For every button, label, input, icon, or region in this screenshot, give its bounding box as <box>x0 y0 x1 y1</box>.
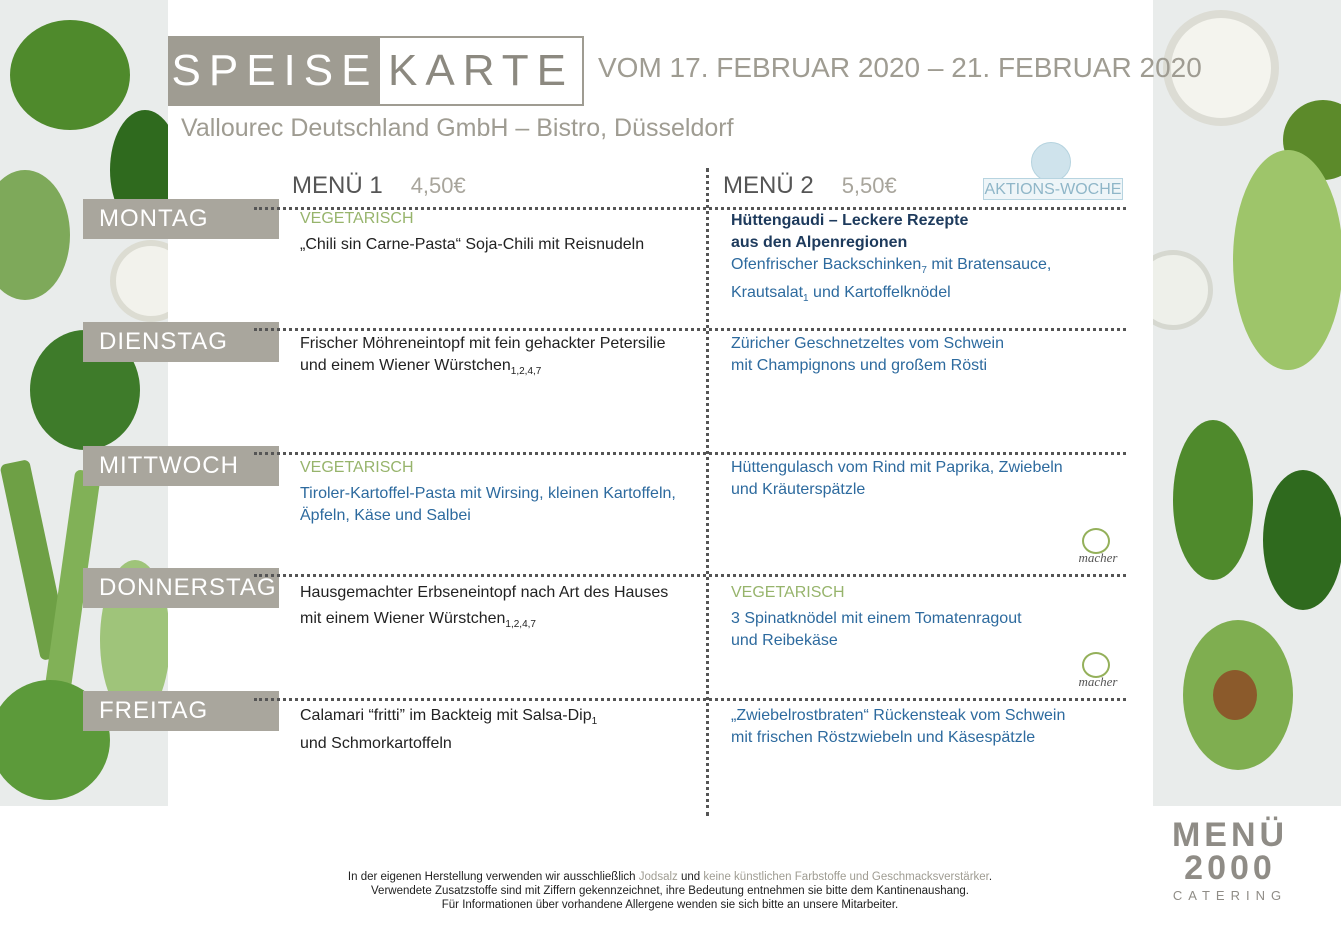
veg-tag: VEGETARISCH <box>300 210 414 227</box>
dienstag-menu1 <box>300 333 690 383</box>
aktion-logo-icon <box>1031 142 1071 182</box>
column-divider <box>706 168 709 816</box>
dish-text: Äpfeln, Käse und Salbei <box>300 507 471 524</box>
jodsalz-highlight: Jodsalz <box>638 871 678 883</box>
dish-text: Ofenfrischer Backschinken <box>731 256 922 273</box>
dish-text: Hausgemachter Erbseneintopf nach Art des Hauses <box>300 584 669 601</box>
menu2-label: MENÜ 2 <box>723 172 814 199</box>
row-divider <box>254 328 1126 331</box>
donnerstag-menu2 <box>731 582 1131 652</box>
dish-text: mit einem Wiener Würstchen <box>300 610 506 627</box>
dienstag-menu2 <box>731 333 1131 377</box>
additive-number: 1 <box>591 716 598 728</box>
freitag-menu1 <box>300 705 690 755</box>
dish-text: mit frischen Röstzwiebeln und Käsespätzle <box>731 729 1036 746</box>
additive-number: 1 <box>803 293 809 305</box>
dish-text: 3 Spinatknödel mit einem Tomatenragout <box>731 610 1022 627</box>
additive-number: 1,2,4,7 <box>505 619 536 631</box>
mittwoch-menu1 <box>300 457 690 527</box>
veg-tag: VEGETARISCH <box>731 584 845 601</box>
date-range: VOM 17. FEBRUAR 2020 – 21. FEBRUAR 2020 <box>598 52 1202 83</box>
montag-menu2 <box>731 210 1131 310</box>
additive-number: 1,2,4,7 <box>510 366 542 378</box>
mittwoch-menu2 <box>731 457 1131 501</box>
dish-text: Krautsalat <box>731 284 804 302</box>
dish-text: Hüttengulasch vom Rind mit Paprika, Zwiebeln <box>731 459 1063 476</box>
day-mittwoch: MITTWOCH <box>83 446 279 486</box>
footer-note: In der eigenen Herstellung verwenden wir ausschließlich Jodsalz und keine künstlichen Farbstoffe und Geschmacksverstärker. Verwendete Zusatzstoffe sind mit Ziffern gekennzeichnet, ihre Bedeutung entnehmen sie bitte dem Kantinenaushang. Für Informationen über vorhandene Allergene wenden sie sich bitte an unsere Mitarbeiter. <box>290 870 1050 912</box>
dish-text: „Chili sin Carne-Pasta“ Soja-Chili mit Reisnudeln <box>300 236 645 253</box>
dish-text: und Schmorkartoffeln <box>300 735 452 753</box>
day-donnerstag: DONNERSTAG <box>83 568 279 608</box>
dish-headline: Hüttengaudi – Leckere Rezepte <box>731 212 969 229</box>
fitmacher-logo: macher <box>1068 652 1128 690</box>
dish-text: und Reibekäse <box>731 632 838 649</box>
menu2-price: 5,50€ <box>841 173 897 198</box>
menu1-header <box>292 172 466 200</box>
dish-text: Züricher Geschnetzeltes vom Schwein <box>731 335 1004 352</box>
donnerstag-menu1 <box>300 582 690 636</box>
footer-additives: Verwendete Zusatzstoffe sind mit Ziffern gekennzeichnet, ihre Bedeutung entnehmen sie bitte dem Kantinenaushang. <box>371 885 969 897</box>
aktion-label: AKTIONS-WOCHE <box>983 178 1123 200</box>
veg-tag: VEGETARISCH <box>300 459 414 476</box>
dish-text: Calamari “fritti” im Backteig mit Salsa-Dip <box>300 707 592 724</box>
day-dienstag: DIENSTAG <box>83 322 279 362</box>
row-divider <box>254 698 1126 701</box>
dish-text: mit Champignons und großem Rösti <box>731 357 988 374</box>
dish-text: „Zwiebelrostbraten“ Rückensteak vom Schwein <box>731 707 1066 724</box>
aktions-woche-badge <box>983 142 1123 202</box>
dish-text: Tiroler-Kartoffel-Pasta mit Wirsing, kleinen Kartoffeln, <box>300 485 676 502</box>
freitag-menu2 <box>731 705 1131 749</box>
menu2-header <box>723 172 897 200</box>
day-montag: MONTAG <box>83 199 279 239</box>
menu1-label: MENÜ 1 <box>292 172 383 199</box>
title-karte: KARTE <box>388 46 574 95</box>
day-freitag: FREITAG <box>83 691 279 731</box>
row-divider <box>254 574 1126 577</box>
company-name: Vallourec Deutschland GmbH – Bistro, Düsseldorf <box>181 114 734 142</box>
no-additives-highlight: keine künstlichen Farbstoffe und Geschmacksverstärker <box>703 871 989 883</box>
footer-allergens: Für Informationen über vorhandene Allergene wenden sie sich bitte an unsere Mitarbeiter. <box>441 899 899 911</box>
row-divider <box>254 452 1126 455</box>
montag-menu1 <box>300 208 690 256</box>
fitmacher-logo: macher <box>1068 528 1128 566</box>
dish-text: Frischer Möhreneintopf mit fein gehackter Petersilie <box>300 335 666 352</box>
menu2000-logo: MENÜ 2000 CATERING <box>1171 816 1289 903</box>
dish-text: und Kartoffelknödel <box>808 284 951 302</box>
right-vegetable-photo <box>1153 0 1341 806</box>
dish-text: und Kräuterspätzle <box>731 481 866 498</box>
menu-title <box>168 36 584 106</box>
menu1-price: 4,50€ <box>410 173 466 198</box>
additive-number: 7 <box>921 265 927 277</box>
dish-text: mit Bratensauce, <box>926 256 1052 273</box>
title-speise: SPEISE <box>170 38 380 104</box>
dish-headline: aus den Alpenregionen <box>731 234 908 251</box>
dish-text: und einem Wiener Würstchen <box>300 357 511 374</box>
left-vegetable-photo <box>0 0 168 806</box>
